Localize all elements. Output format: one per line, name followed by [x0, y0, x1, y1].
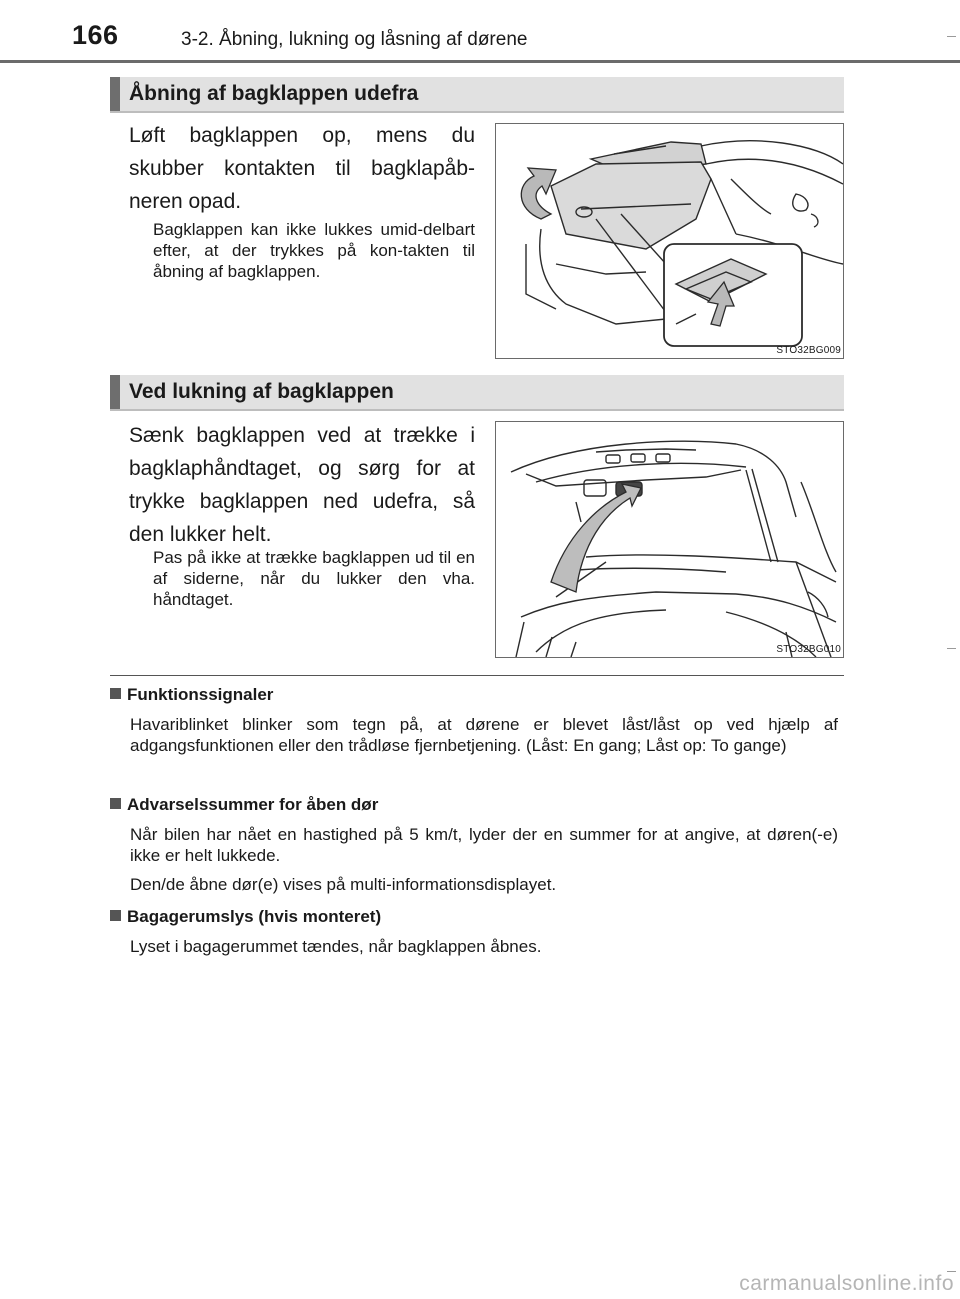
section-heading-closing: [110, 375, 844, 411]
section-heading-stripe: [110, 77, 120, 111]
bullet-square-icon: [110, 798, 121, 809]
figure-tailgate-opening: [495, 123, 844, 359]
section-divider: [110, 675, 844, 676]
margin-tick: [947, 648, 956, 649]
section-title: Åbning af bagklappen udefra: [129, 82, 419, 105]
item-heading-text: Funktionssignaler: [127, 685, 274, 704]
item-heading-text: Advarselssummer for åben dør: [127, 795, 379, 814]
figure-tailgate-closing: [495, 421, 844, 658]
item-paragraph: Havariblinket blinker som tegn på, at dørene er blevet låst/låst op ved hjælp af adgangsfunktionen eller den trådløse fjernbetjening. (Låst: En gang; Låst op: To gange): [130, 715, 838, 755]
tailgate-opening-illustration: [496, 124, 843, 358]
instruction-note: Bagklappen kan ikke lukkes umid-delbart efter, at der trykkes på kon-takten til åbning af bagklappen.: [153, 220, 475, 281]
figure-code: STO32BG009: [776, 345, 841, 356]
instruction-text: Sænk bagklappen ved at trække i bagklaphåndtaget, og sørg for at trykke bagklappen ned udefra, så den lukker helt.: [129, 424, 475, 546]
instruction-text: Løft bagklappen op, mens du skubber kontakten til bagklapåb-neren opad.: [129, 124, 475, 213]
margin-tick: [947, 36, 956, 37]
watermark: carmanualsonline.info: [739, 1272, 954, 1295]
item-paragraph: Den/de åbne dør(e) vises på multi-informationsdisplayet.: [130, 875, 557, 894]
lift-arrow-icon: [521, 168, 556, 219]
section-heading-stripe: [110, 375, 120, 409]
item-heading-door-buzzer: [110, 795, 378, 815]
pull-arrow-icon: [551, 484, 641, 592]
bullet-square-icon: [110, 910, 121, 921]
bullet-square-icon: [110, 688, 121, 699]
section-title: Ved lukning af bagklappen: [129, 380, 394, 403]
item-heading-text: Bagagerumslys (hvis monteret): [127, 907, 382, 926]
figure-code: STO32BG010: [776, 644, 841, 655]
item-heading-luggage-light: [110, 907, 381, 927]
item-heading-functions: [110, 685, 273, 705]
section-heading-opening: [110, 77, 844, 113]
tailgate-closing-illustration: [496, 422, 843, 657]
page-number: 166: [72, 20, 119, 50]
header-rule: [0, 60, 960, 63]
item-paragraph: Lyset i bagagerummet tændes, når bagklappen åbnes.: [130, 937, 542, 956]
chapter-title: 3-2. Åbning, lukning og låsning af dørene: [181, 29, 528, 50]
item-paragraph: Når bilen har nået en hastighed på 5 km/t, lyder der en summer for at angive, at døren(-e) ikke er helt lukkede.: [130, 825, 838, 865]
instruction-note: Pas på ikke at trække bagklappen ud til en af siderne, når du lukker den vha. håndtaget.: [153, 548, 475, 609]
